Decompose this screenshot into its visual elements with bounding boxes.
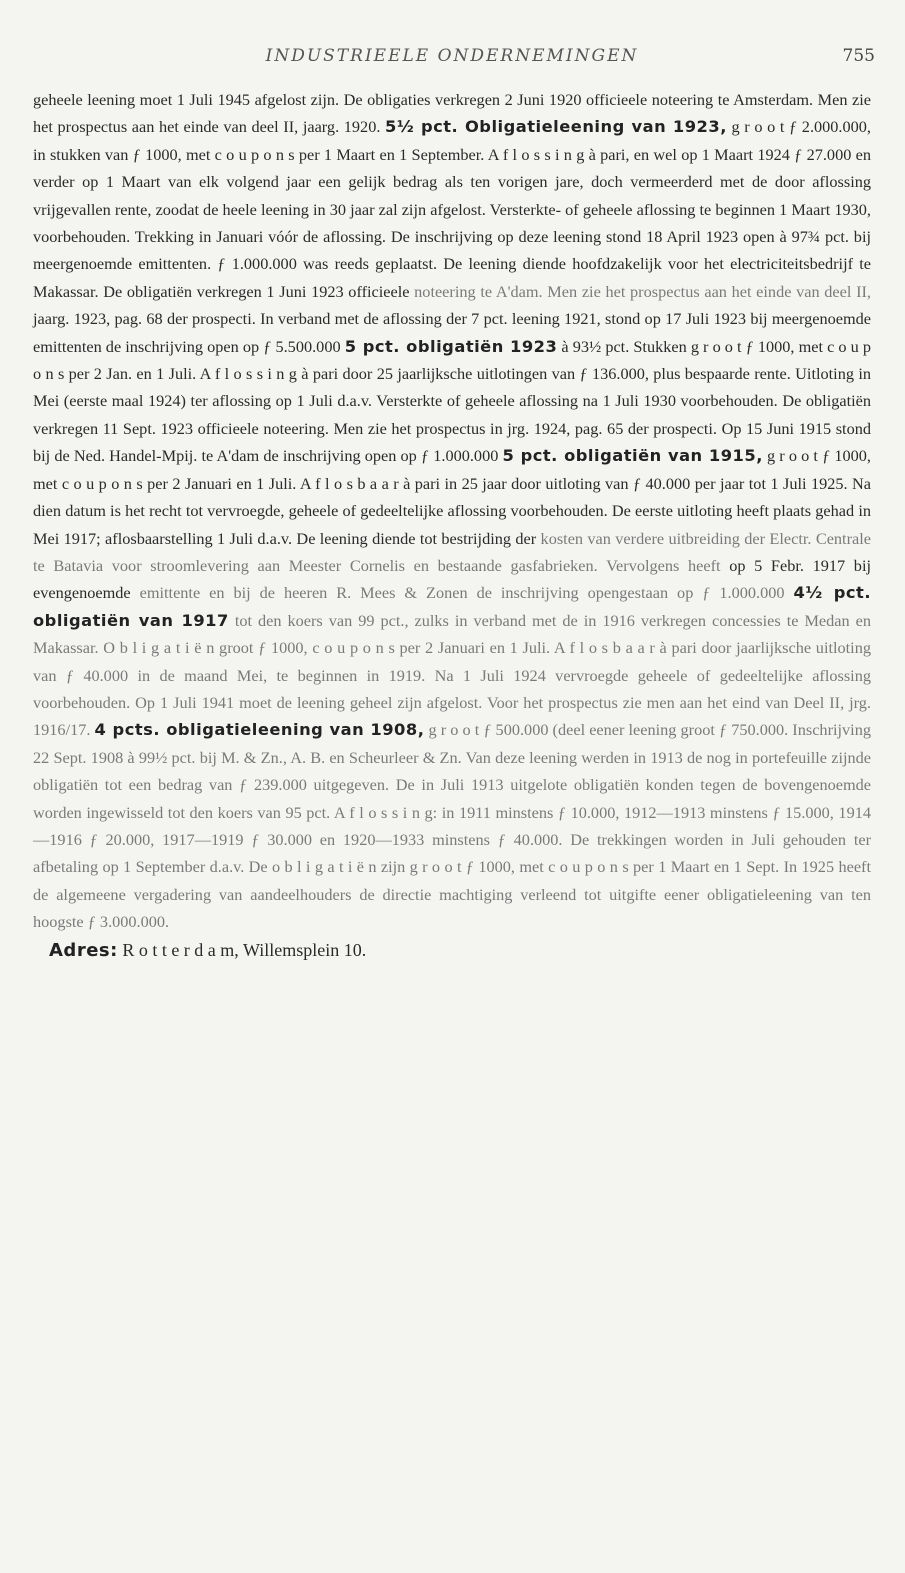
loan-heading-1915: 5 pct. obligatiën van 1915, <box>502 446 763 466</box>
text-run: g r o o t ƒ 2.000.000, in stukken van ƒ 1000, met c o u p o n s per 1 Maart en 1 September. A f l o s s i n g à pari, en wel op 1 Maart 1924 ƒ 27.000 en verder op 1 Maart van elk volgend jaar een gelijk bedrag als ten vorigen jare, doch vermeerderd met de door aflossing vrijgevallen rente, zoodat de heele leening in 30 jaar zal zijn afgelost. Versterkte- of geheele aflossing te beginnen 1 Maart 1930, voorbehouden. Trekking in Januari vóór de aflossing. De inschrijving op deze leening stond 18 April 1923 open à 97¾ pct. bij meergenoemde emittenten. ƒ 1.000.000 was reeds geplaatst. De leening diende hoofdzakelijk voor het electriciteitsbedrijf te Makassar. De obligatiën verkregen 1 Juni 1923 officieele <box>33 117 871 301</box>
address-label: Adres: <box>49 939 118 961</box>
loan-heading-1917: 4½ pct. obligatiën van 1917 <box>33 583 872 630</box>
page-number: 755 <box>842 46 875 66</box>
loan-heading-1923: 5½ pct. Obligatieleening van 1923, <box>385 117 727 137</box>
text-run: jaarg. 1923, pag. 68 der prospecti. In verband met de aflossing der 7 pct. leening 1921, stond op 17 Juli 1923 bij meergenoemde emittenten de inschrijving open op ƒ 5.500.000 <box>33 309 871 356</box>
text-run: geheele leening moet 1 Juli 1945 afgelost zijn. De obligaties verkregen 2 Juni 1920 officieele noteering te Amsterdam. Men zie het prospectus aan het einde van deel II, jaarg. 1920. <box>33 90 871 137</box>
book-page <box>33 46 875 965</box>
text-run: op 5 Febr. 1917 bij evengenoemde <box>33 555 871 603</box>
body-paragraph <box>33 86 871 936</box>
loan-heading-1908: 4 pcts. obligatieleening van 1908, <box>94 720 425 740</box>
text-run-faded: noteering te A'dam. Men zie het prospectus aan het einde van deel II, <box>414 281 871 301</box>
text-run-faded: emittente en bij de heeren R. Mees & Zonen de inschrijving opengestaan op ƒ 1.000.000 <box>139 583 785 603</box>
text-run: à 93½ pct. Stukken g r o o t ƒ 1000, met c o u p o n s per 2 Jan. en 1 Juli. A f l o s s i n g à pari door 25 jaarlijksche uitlotingen van ƒ 136.000, plus bespaarde rente. Uitloting in Mei (eerste maal 1924) ter aflossing op 1 Juli d.a.v. Versterkte of geheele aflossing na 1 Juli 1930 voorbehouden. De obligatiën verkregen 11 Sept. 1923 officieele noteering. Men zie het prospectus in jrg. 1924, pag. 65 der prospecti. Op 15 Juni 1915 stond bij de Ned. Handel-Mpij. te A'dam de inschrijving open op ƒ 1.000.000 <box>33 336 872 466</box>
address-value: R o t t e r d a m, Willemsplein 10. <box>122 939 367 960</box>
page-header <box>33 46 875 86</box>
loan-heading-5pct-1923: 5 pct. obligatiën 1923 <box>344 336 558 356</box>
text-run-faded: tot den koers van 99 pct., zulks in verband met de in 1916 verkregen concessies te Medan en Makassar. O b l i g a t i ë n groot ƒ 1000, c o u p o n s per 2 Januari en 1 Juli. A f l o s b a a r à pari door jaarlijksche uitloting van ƒ 40.000 in de maand Mei, te beginnen in 1919. Na 1 Juli 1924 vervroegde geheele of gedeeltelijke aflossing voorbehouden. Op 1 Juli 1941 moet de leening geheel zijn afgelost. Voor het prospectus zie men aan het eind van Deel II, jrg. 1916/17. <box>33 610 872 740</box>
address-line <box>33 936 871 965</box>
text-run-faded: g r o o t ƒ 500.000 (deel eener leening groot ƒ 750.000. Inschrijving 22 Sept. 1908 à 99½ pct. bij M. & Zn., A. B. en Scheurleer & Zn. Van deze leening werden in 1913 de nog in portefeuille zijnde obligatiën tot een bedrag van ƒ 239.000 uitgegeven. De in Juli 1913 uitgelote obligatiën konden tegen de bovengenoemde worden ingewisseld tot den koers van 95 pct. A f l o s s i n g: in 1911 minstens ƒ 10.000, 1912—1913 minstens ƒ 15.000, 1914—1916 ƒ 20.000, 1917—1919 ƒ 30.000 en 1920—1933 minstens ƒ 40.000. De trekkingen worden in Juli gehouden ter afbetaling op 1 September d.a.v. De o b l i g a t i ë n zijn g r o o t ƒ 1000, met c o u p o n s per 1 Maart en 1 Sept. In 1925 heeft de algemeene vergadering van aandeelhouders de directie machtiging verleend tot uitgifte eener obligatieleening van ten hoogste ƒ 3.000.000. <box>33 720 871 932</box>
text-run-faded: kosten van verdere uitbreiding der Electr. Centrale te Batavia voor stroomlevering aan Meester Cornelis en bestaande gasfabrieken. Vervolgens heeft <box>33 528 871 575</box>
text-run: g r o o t ƒ 1000, met c o u p o n s per 2 Januari en 1 Juli. A f l o s b a a r à pari in 25 jaar door uitloting van ƒ 40.000 per jaar tot 1 Juli 1925. Na dien datum is het recht tot vervroegde, geheele of gedeeltelijke aflossing voorbehouden. De eerste uitloting heeft plaats gehad in Mei 1917; aflosbaarstelling 1 Juli d.a.v. De leening diende tot bestrijding der <box>33 446 871 548</box>
running-title: INDUSTRIEELE ONDERNEMINGEN <box>265 46 639 66</box>
